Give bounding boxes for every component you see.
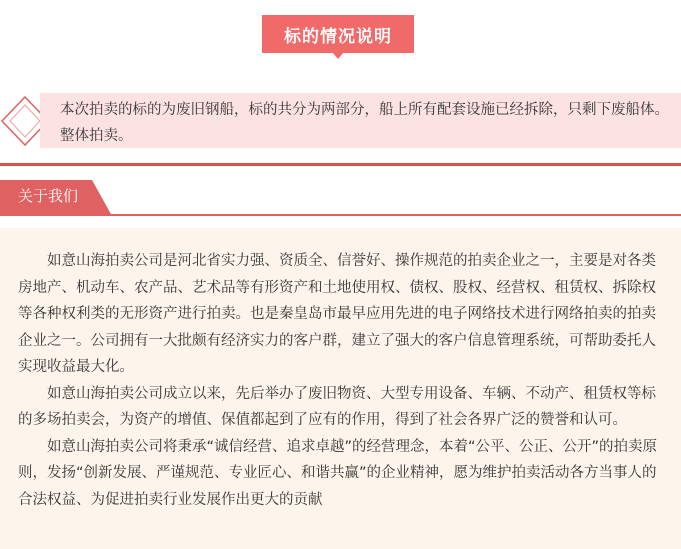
about-body <box>0 228 681 549</box>
target-description: 本次拍卖的标的为废旧钢船，标的共分为两部分，船上所有配套设施已经拆除，只剩下废船体。整体拍卖。 <box>60 102 669 144</box>
about-paragraph-1: 如意山海拍卖公司是河北省实力强、资质全、信誉好、操作规范的拍卖企业之一，主要是对各类房地产、机动车、农产品、艺术品等有形资产和土地使用权、债权、股权、经营权、租赁权、拆除权等各种权利类的无形资产进行拍卖。也是秦皇岛市最早应用先进的电子网络技术进行网络拍卖的拍卖企业之一。公司拥有一大批颇有经济实力的客户群，建立了强大的客户信息管理系统，可帮助委托人实现收益最大化。 <box>18 253 656 375</box>
section-title-badge <box>262 15 414 53</box>
about-heading: 关于我们 <box>18 187 79 205</box>
about-heading-rule <box>0 214 681 216</box>
about-paragraph-2: 如意山海拍卖公司成立以来，先后举办了废旧物资、大型专用设备、车辆、不动产、租赁权等标的多场拍卖会，为资产的增值、保值都起到了应有的作用，得到了社会各界广泛的赞誉和认可。 <box>18 385 656 428</box>
section-divider <box>0 163 681 166</box>
section-title: 标的情况说明 <box>284 26 392 47</box>
title-pointer-triangle <box>332 52 344 59</box>
target-description-box <box>40 93 681 148</box>
about-paragraph-3: 如意山海拍卖公司将秉承“诚信经营、追求卓越”的经营理念，本着“公平、公正、公开”的拍卖原则，发扬“创新发展、严谨规范、专业匠心、和谐共赢”的企业精神，愿为维护拍卖活动各方当事人的合法权益、为促进拍卖行业发展作出更大的贡献 <box>18 438 658 508</box>
